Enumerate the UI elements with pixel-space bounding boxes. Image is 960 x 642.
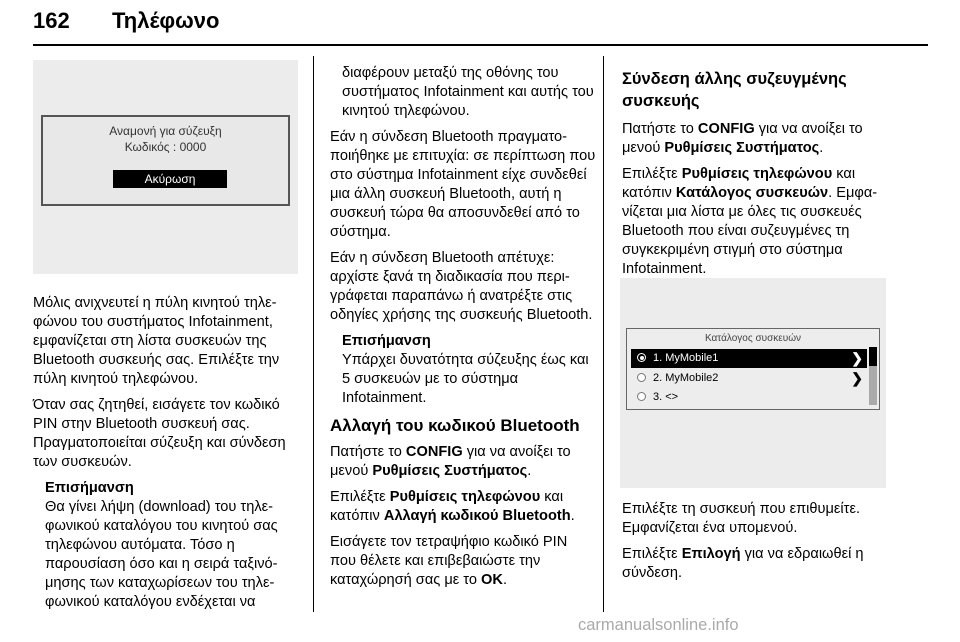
text: Πατήστε το bbox=[330, 444, 406, 460]
cancel-button[interactable]: Ακύρωση bbox=[113, 170, 227, 188]
pairing-code-text: Κωδικός : 0000 bbox=[124, 140, 207, 154]
menu-name: Ρυθμίσεις τηλεφώνου bbox=[389, 489, 541, 505]
note-title: Επισήμανση bbox=[45, 480, 134, 496]
menu-name: Κατάλογος συσκευών bbox=[675, 185, 829, 201]
column-3-bottom bbox=[622, 500, 892, 590]
paragraph: Εάν η σύνδεση Bluetooth πραγματο-ποιήθηκε με επιτυχία: σε περίπτωση που στο σύστημα Infotainment είχε συνδεθεί μια άλλη συσκευή Bluetooth, αυτή η συσκευή τώρα θα αποσυνδεθεί από το σύστημα. bbox=[330, 129, 596, 240]
pairing-screen-image bbox=[33, 60, 298, 274]
menu-name: Επιλογή bbox=[681, 546, 741, 562]
device-row-2[interactable] bbox=[631, 369, 867, 388]
text: Πατήστε το bbox=[622, 121, 698, 137]
pairing-wait-text: Αναμονή για σύζευξη bbox=[109, 124, 222, 138]
text: για να εδραιωθεί η σύνδεση. bbox=[622, 546, 864, 581]
scrollbar-thumb[interactable] bbox=[869, 347, 877, 366]
text: . bbox=[819, 140, 824, 156]
note-continuation: διαφέρουν μεταξύ της οθόνης του συστήματος Infotainment και αυτής του κινητού τηλεφώνου. bbox=[342, 65, 594, 119]
note-text: Θα γίνει λήψη (download) του τηλε-φωνικού καταλόγου του κινητού σας τηλεφώνου αυτόματα. Τόσο η παρουσίαση όσο και η σειρά ταξινό-μησης των καταχωρίσεων του τηλε-φωνικού καταλόγου ενδέχεται να bbox=[45, 499, 278, 610]
page-title: Τηλέφωνο bbox=[112, 8, 220, 33]
text: Επιλέξτε bbox=[622, 546, 682, 562]
device-label: 2. MyMobile2 bbox=[653, 372, 719, 384]
device-row-1[interactable] bbox=[631, 349, 867, 368]
radio-selected-icon bbox=[637, 353, 646, 362]
column-divider-2 bbox=[603, 56, 604, 612]
paragraph: Εάν η σύνδεση Bluetooth απέτυχε: αρχίστε ξανά τη διαδικασία που περι-γράφεται παραπάνω ή ανατρέξτε στις οδηγίες χρήσης της συσκευής Bluetooth. bbox=[330, 250, 593, 323]
section-heading: Αλλαγή του κωδικού Bluetooth bbox=[330, 416, 580, 435]
paragraph bbox=[330, 443, 596, 481]
paragraph bbox=[622, 165, 892, 279]
note-title: Επισήμανση bbox=[342, 333, 431, 349]
text: . Εμφα-νίζεται μια λίστα με όλες τις συσκευές Bluetooth που είναι συζευγμένες τη συγκεκριμένη στιγμή στο σύστημα Infotainment. bbox=[622, 185, 878, 277]
paragraph bbox=[622, 545, 892, 583]
paragraph: Μόλις ανιχνευτεί η πύλη κινητού τηλε-φώνου του συστήματος Infotainment, εμφανίζεται στη λίστα συσκευών της Bluetooth συσκευής σας. Επιλέξτε την πύλη κινητού τηλεφώνου. bbox=[33, 295, 280, 387]
page-header bbox=[0, 0, 960, 50]
column-1 bbox=[33, 294, 301, 619]
menu-name: Αλλαγή κωδικού Bluetooth bbox=[383, 508, 571, 524]
device-list-screen-image bbox=[620, 278, 886, 488]
text: Εισάγετε τον τετραψήφιο κωδικό PIN που θέλετε και επιβεβαιώστε την καταχώρησή σας με το bbox=[330, 534, 568, 588]
device-label: 1. MyMobile1 bbox=[653, 352, 719, 364]
column-divider-1 bbox=[313, 56, 314, 612]
chevron-right-icon: ❯ bbox=[851, 370, 863, 386]
config-key: CONFIG bbox=[697, 121, 755, 137]
page-number: 162 bbox=[33, 8, 70, 33]
watermark-text: carmanualsonline.info bbox=[578, 616, 739, 634]
device-list-title: Κατάλογος συσκευών bbox=[704, 333, 802, 344]
device-row-3[interactable] bbox=[631, 388, 867, 407]
note-text: Υπάρχει δυνατότητα σύζευξης έως και 5 συσκευών με το σύστημα Infotainment. bbox=[342, 352, 589, 406]
text: . bbox=[502, 572, 507, 588]
text: και κατόπιν bbox=[622, 166, 856, 201]
radio-icon bbox=[637, 392, 646, 401]
section-heading: Σύνδεση άλλης συζευγμένης συσκευής bbox=[622, 70, 847, 110]
pairing-dialog bbox=[41, 115, 290, 206]
scrollbar[interactable] bbox=[869, 347, 877, 405]
column-3 bbox=[622, 68, 892, 286]
header-rule bbox=[33, 44, 928, 46]
device-list-panel bbox=[626, 328, 880, 410]
ok-key: OK bbox=[481, 572, 503, 588]
paragraph: Όταν σας ζητηθεί, εισάγετε τον κωδικό PIN στην Bluetooth συσκευή σας. Πραγματοποιείται σύζευξη και σύνδεση των συσκευών. bbox=[33, 397, 286, 470]
column-2 bbox=[330, 64, 596, 597]
menu-name: Ρυθμίσεις Συστήματος bbox=[372, 463, 528, 479]
device-label: 3. <> bbox=[653, 391, 679, 403]
paragraph bbox=[330, 488, 596, 526]
paragraph bbox=[330, 533, 596, 590]
text: . bbox=[527, 463, 532, 479]
radio-icon bbox=[637, 373, 646, 382]
text: Επιλέξτε bbox=[330, 489, 390, 505]
config-key: CONFIG bbox=[405, 444, 463, 460]
text: για να ανοίξει το μενού bbox=[330, 444, 571, 479]
text: για να ανοίξει το μενού bbox=[622, 121, 863, 156]
menu-name: Ρυθμίσεις Συστήματος bbox=[664, 140, 820, 156]
text: Επιλέξτε bbox=[622, 166, 682, 182]
text: . bbox=[570, 508, 575, 524]
paragraph bbox=[622, 120, 892, 158]
paragraph: Επιλέξτε τη συσκευή που επιθυμείτε. Εμφανίζεται ένα υπομενού. bbox=[622, 501, 861, 536]
menu-name: Ρυθμίσεις τηλεφώνου bbox=[681, 166, 833, 182]
chevron-right-icon: ❯ bbox=[851, 350, 863, 366]
text: και κατόπιν bbox=[330, 489, 564, 524]
